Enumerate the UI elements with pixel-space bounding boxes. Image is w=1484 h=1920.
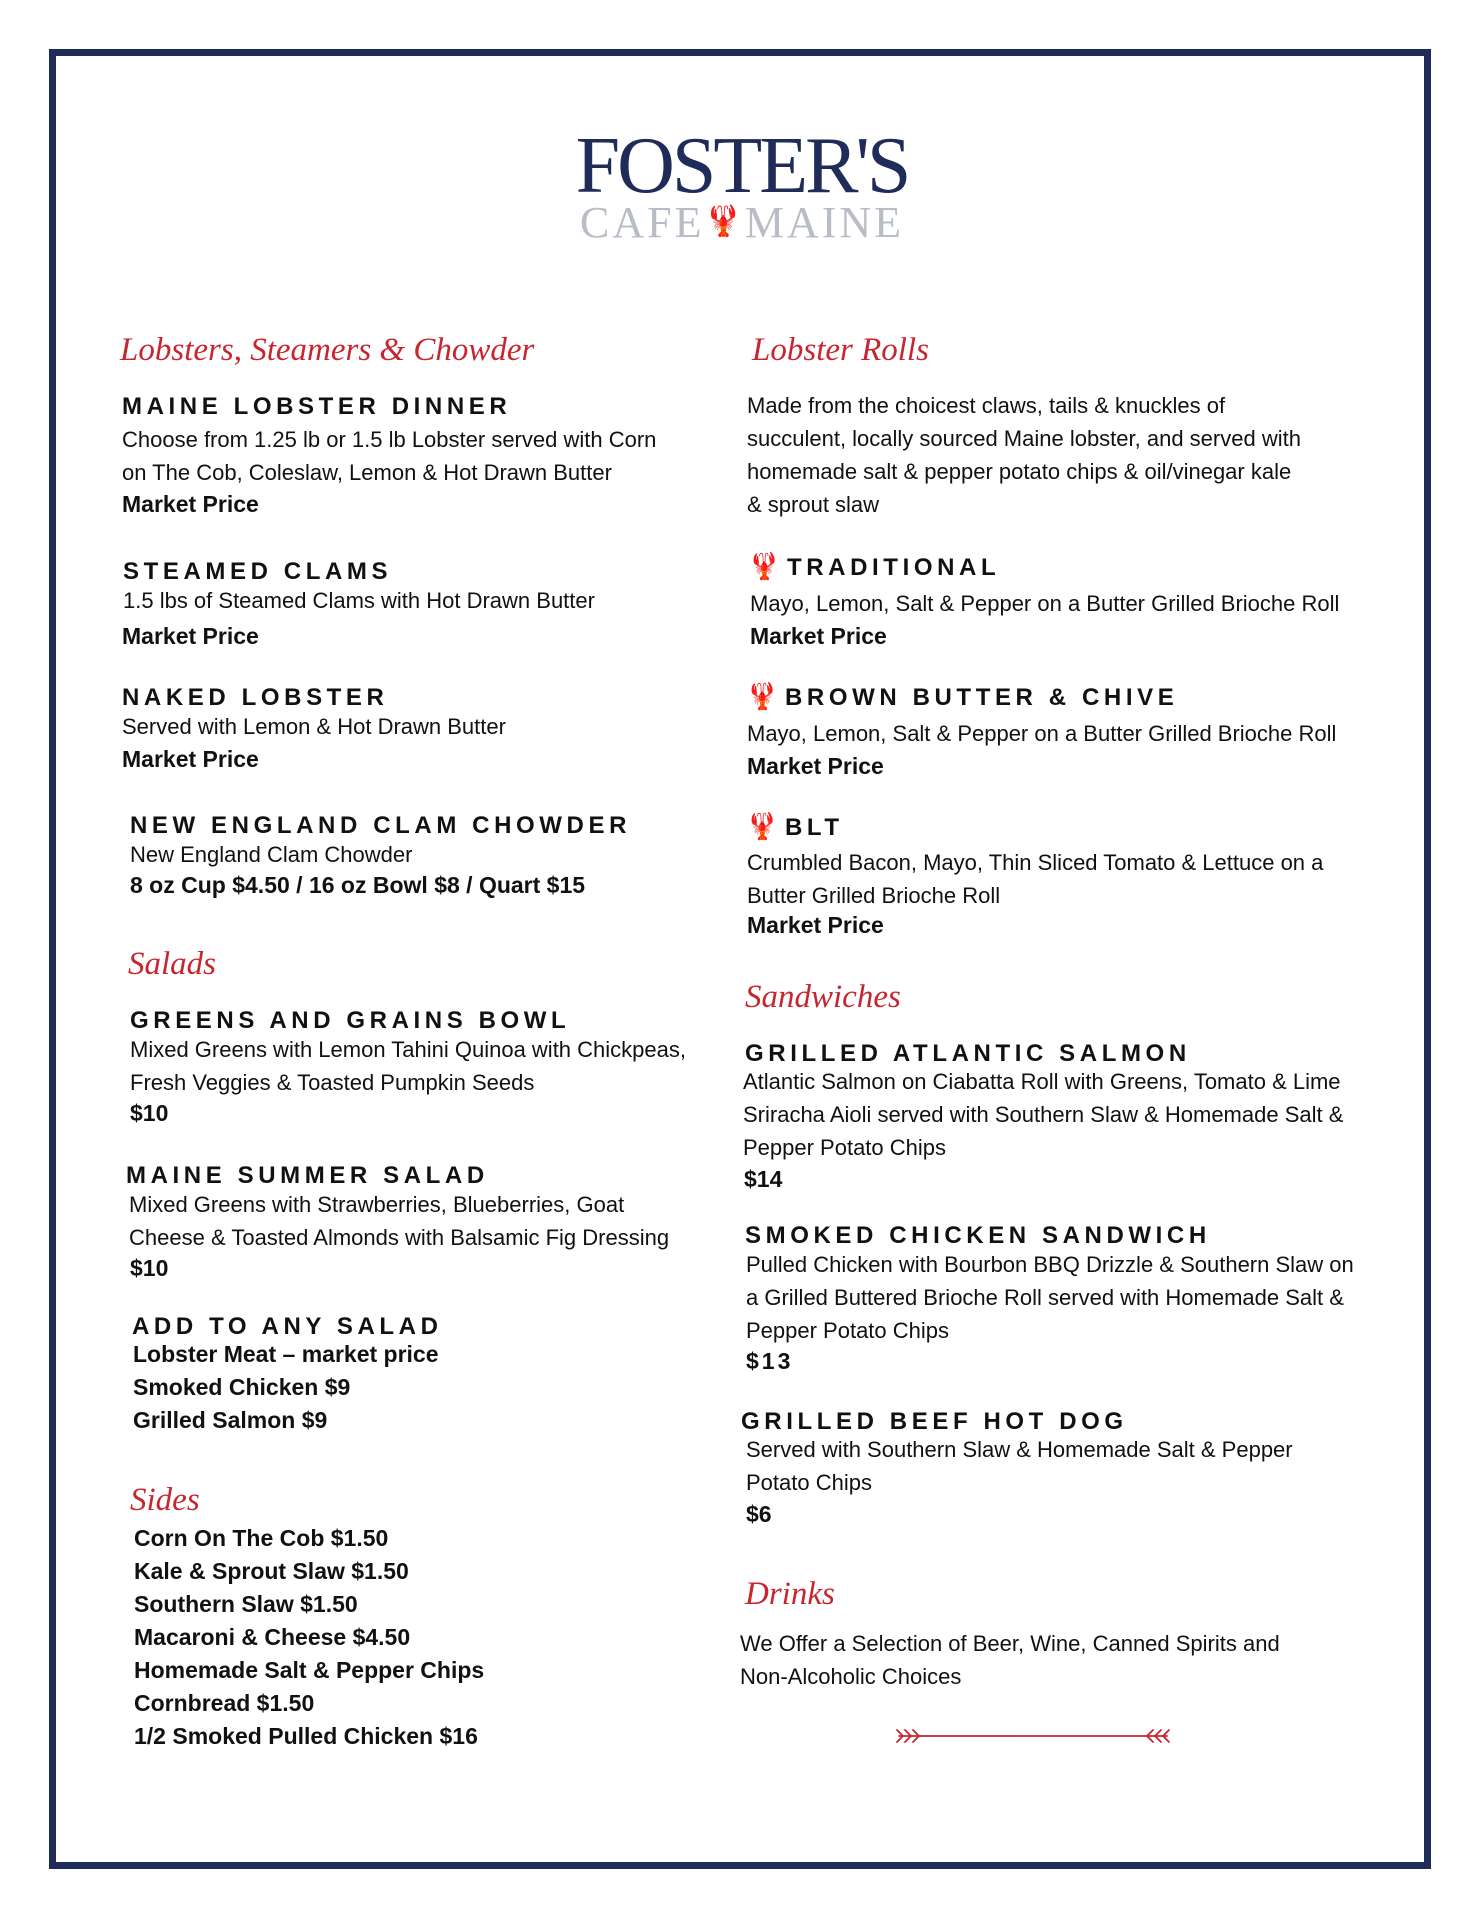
item-desc-atlantic-salmon xyxy=(743,1065,1343,1164)
item-name-greens-bowl: GREENS AND GRAINS BOWL xyxy=(130,1007,571,1034)
desc-line: on The Cob, Coleslaw, Lemon & Hot Drawn Butter xyxy=(122,460,612,485)
item-name-atlantic-salmon: GRILLED ATLANTIC SALMON xyxy=(745,1040,1191,1067)
item-name-smoked-chicken: SMOKED CHICKEN SANDWICH xyxy=(745,1222,1211,1249)
item-price-blt: Market Price xyxy=(747,912,884,938)
section-title-lobsters: Lobsters, Steamers & Chowder xyxy=(120,332,535,368)
list-item: Lobster Meat – market price xyxy=(133,1341,439,1367)
logo-sub-right: MAINE xyxy=(744,198,905,247)
item-price-summer-salad: $10 xyxy=(130,1255,169,1281)
section-title-sides: Sides xyxy=(130,1482,200,1518)
section-title-sandwiches: Sandwiches xyxy=(745,979,901,1015)
item-name-brown-butter xyxy=(746,681,1178,712)
item-price-clam-chowder: 8 oz Cup $4.50 / 16 oz Bowl $8 / Quart $15 xyxy=(130,872,586,898)
item-desc-smoked-chicken xyxy=(746,1248,1354,1347)
item-name-naked-lobster: NAKED LOBSTER xyxy=(122,684,389,711)
desc-line: Non-Alcoholic Choices xyxy=(740,1664,962,1689)
item-name-clam-chowder: NEW ENGLAND CLAM CHOWDER xyxy=(130,812,632,839)
item-price-greens-bowl: $10 xyxy=(130,1100,169,1126)
item-desc-blt xyxy=(747,846,1323,912)
item-name-add-to-salad: ADD TO ANY SALAD xyxy=(132,1313,443,1340)
item-name-blt xyxy=(746,811,844,842)
item-name-lobster-dinner: MAINE LOBSTER DINNER xyxy=(122,393,512,420)
desc-line: Butter Grilled Brioche Roll xyxy=(747,883,1001,908)
desc-line: Cheese & Toasted Almonds with Balsamic Fig Dressing xyxy=(129,1225,670,1250)
item-price-lobster-dinner: Market Price xyxy=(122,491,259,517)
item-name-text: BROWN BUTTER & CHIVE xyxy=(784,684,1179,711)
item-desc-beef-hot-dog xyxy=(746,1433,1293,1499)
desc-line: We Offer a Selection of Beer, Wine, Canned Spirits and xyxy=(740,1631,1280,1656)
desc-line: Pepper Potato Chips xyxy=(743,1135,947,1160)
desc-line: succulent, locally sourced Maine lobster, and served with xyxy=(747,426,1301,451)
lobster-icon: 🦞 xyxy=(746,681,783,711)
desc-line: & sprout slaw xyxy=(747,492,880,517)
list-item: Southern Slaw $1.50 xyxy=(134,1591,358,1617)
desc-line: Served with Southern Slaw & Homemade Salt & Pepper xyxy=(746,1437,1293,1462)
desc-line: Mixed Greens with Strawberries, Blueberries, Goat xyxy=(129,1192,625,1217)
list-item: 1/2 Smoked Pulled Chicken $16 xyxy=(134,1723,478,1749)
drinks-desc xyxy=(740,1627,1280,1693)
desc-line: Sriracha Aioli served with Southern Slaw & Homemade Salt & xyxy=(743,1102,1344,1127)
item-desc-summer-salad xyxy=(129,1188,669,1254)
lobster-icon: 🦞 xyxy=(748,551,785,581)
section-title-lobster-rolls: Lobster Rolls xyxy=(752,332,929,368)
item-desc-greens-bowl xyxy=(130,1033,686,1099)
list-item: Macaroni & Cheese $4.50 xyxy=(134,1624,411,1650)
desc-line: Choose from 1.25 lb or 1.5 lb Lobster served with Corn xyxy=(122,427,657,452)
logo-sub-left: CAFE xyxy=(579,198,705,247)
desc-line: Atlantic Salmon on Ciabatta Roll with Greens, Tomato & Lime xyxy=(743,1069,1341,1094)
item-desc-clam-chowder: New England Clam Chowder xyxy=(130,842,413,867)
lobster-rolls-intro xyxy=(747,389,1301,521)
item-name-traditional xyxy=(748,551,1000,582)
desc-line: a Grilled Buttered Brioche Roll served with Homemade Salt & xyxy=(746,1285,1344,1310)
addon-list xyxy=(133,1338,439,1437)
lobster-icon: 🦞 xyxy=(704,205,745,238)
item-name-text: TRADITIONAL xyxy=(786,554,1001,581)
desc-line: Crumbled Bacon, Mayo, Thin Sliced Tomato & Lettuce on a xyxy=(747,850,1324,875)
item-desc-lobster-dinner xyxy=(122,423,656,489)
list-item: Smoked Chicken $9 xyxy=(133,1374,351,1400)
logo-sub-text xyxy=(0,200,1484,245)
desc-line: Pepper Potato Chips xyxy=(746,1318,950,1343)
list-item: Corn On The Cob $1.50 xyxy=(134,1525,389,1551)
list-item: Grilled Salmon $9 xyxy=(133,1407,328,1433)
item-price-traditional: Market Price xyxy=(750,623,887,649)
desc-line: Fresh Veggies & Toasted Pumpkin Seeds xyxy=(130,1070,535,1095)
item-price-smoked-chicken: $13 xyxy=(746,1348,794,1374)
item-price-brown-butter: Market Price xyxy=(747,753,884,779)
item-price-naked-lobster: Market Price xyxy=(122,746,259,772)
item-desc-traditional: Mayo, Lemon, Salt & Pepper on a Butter Grilled Brioche Roll xyxy=(750,591,1340,616)
item-desc-steamed-clams: 1.5 lbs of Steamed Clams with Hot Drawn Butter xyxy=(123,588,595,613)
list-item: Cornbread $1.50 xyxy=(134,1690,315,1716)
list-item: Kale & Sprout Slaw $1.50 xyxy=(134,1558,409,1584)
desc-line: Potato Chips xyxy=(746,1470,872,1495)
item-price-steamed-clams: Market Price xyxy=(122,623,259,649)
desc-line: Mixed Greens with Lemon Tahini Quinoa with Chickpeas, xyxy=(130,1037,686,1062)
desc-line: homemade salt & pepper potato chips & oil/vinegar kale xyxy=(747,459,1292,484)
item-name-steamed-clams: STEAMED CLAMS xyxy=(123,558,393,585)
desc-line: Made from the choicest claws, tails & knuckles of xyxy=(747,393,1226,418)
arrow-divider-icon xyxy=(895,1727,1171,1745)
restaurant-logo xyxy=(0,122,1484,247)
lobster-icon: 🦞 xyxy=(746,811,783,841)
item-name-beef-hot-dog: GRILLED BEEF HOT DOG xyxy=(741,1408,1128,1435)
section-title-salads: Salads xyxy=(128,946,217,982)
item-desc-brown-butter: Mayo, Lemon, Salt & Pepper on a Butter Grilled Brioche Roll xyxy=(747,721,1337,746)
logo-main-text: FOSTER'S xyxy=(575,122,909,210)
item-desc-naked-lobster: Served with Lemon & Hot Drawn Butter xyxy=(122,714,506,739)
item-name-summer-salad: MAINE SUMMER SALAD xyxy=(126,1162,489,1189)
section-title-drinks: Drinks xyxy=(745,1576,835,1612)
list-item: Homemade Salt & Pepper Chips xyxy=(134,1657,485,1683)
desc-line: Pulled Chicken with Bourbon BBQ Drizzle & Southern Slaw on xyxy=(746,1252,1354,1277)
item-price-beef-hot-dog: $6 xyxy=(746,1501,772,1527)
item-name-text: BLT xyxy=(784,814,844,841)
sides-list xyxy=(134,1522,484,1753)
item-price-atlantic-salmon: $14 xyxy=(744,1166,783,1192)
